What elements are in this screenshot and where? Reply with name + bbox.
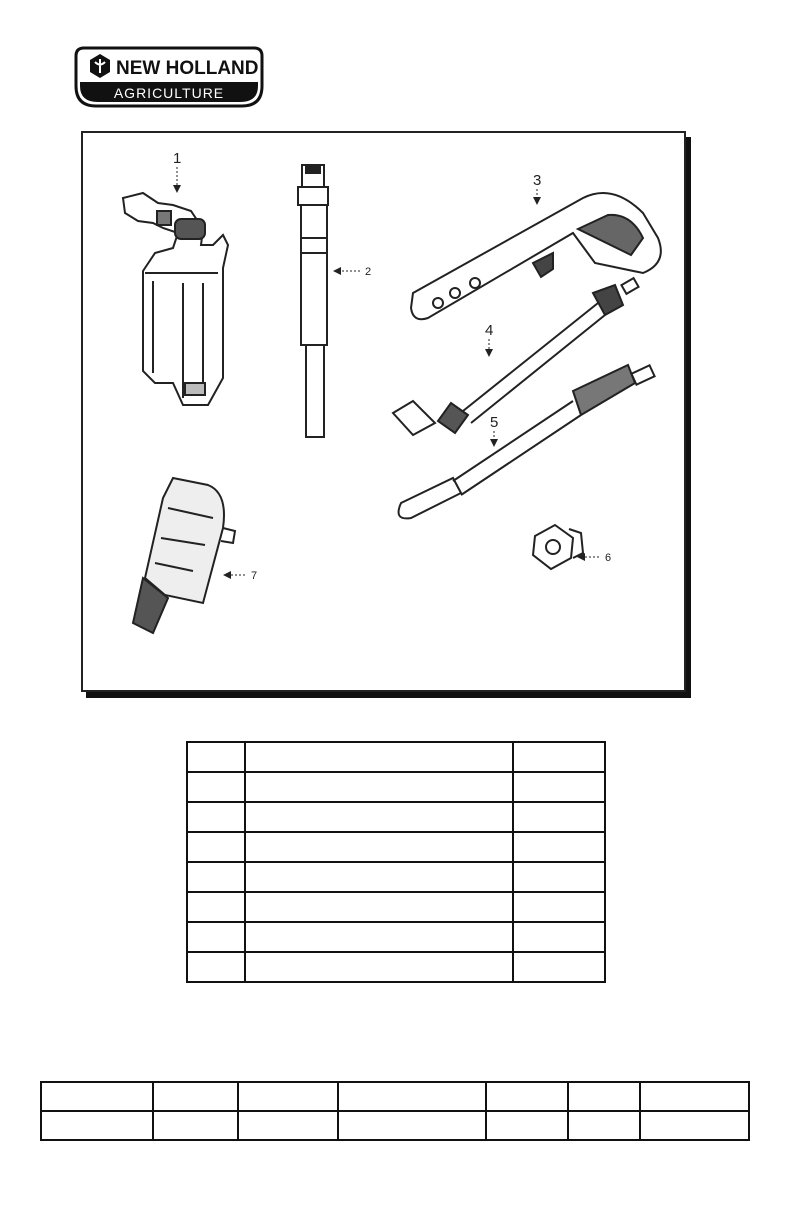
table-cell <box>187 892 245 922</box>
table-cell <box>238 1111 338 1140</box>
table-row <box>187 892 605 922</box>
accessories-figure <box>81 131 686 692</box>
table-cell <box>187 742 245 772</box>
table-cell <box>486 1111 568 1140</box>
callout-3: 3 <box>533 172 542 189</box>
part-7-fan-nozzle <box>133 478 235 633</box>
table-cell <box>245 772 513 802</box>
table-cell <box>513 802 605 832</box>
table-cell <box>245 952 513 982</box>
table-row <box>41 1082 749 1111</box>
logo-brand-text: NEW HOLLAND <box>116 58 259 79</box>
callout-4: 4 <box>485 322 494 339</box>
callout-2: 2 <box>365 266 372 278</box>
table-cell <box>187 802 245 832</box>
table-cell <box>568 1111 640 1140</box>
table-cell <box>187 952 245 982</box>
table-row <box>187 772 605 802</box>
part-5-turbo-lance <box>399 365 655 518</box>
table-row <box>187 832 605 862</box>
table-cell <box>338 1111 486 1140</box>
table-row <box>187 952 605 982</box>
parts-table <box>186 741 606 983</box>
table-cell <box>238 1082 338 1111</box>
table-cell <box>640 1082 749 1111</box>
table-cell <box>513 772 605 802</box>
table-cell <box>153 1111 238 1140</box>
logo-division-text: AGRICULTURE <box>113 85 225 101</box>
part-3-trigger-gun <box>411 193 661 319</box>
table-row <box>187 862 605 892</box>
table-cell <box>245 802 513 832</box>
table-row <box>41 1111 749 1140</box>
new-holland-logo <box>74 46 264 108</box>
table-cell <box>245 832 513 862</box>
table-cell <box>640 1111 749 1140</box>
table-row <box>187 742 605 772</box>
part-1-foam-bottle <box>123 193 228 405</box>
table-cell <box>513 862 605 892</box>
table-row <box>187 922 605 952</box>
table-cell <box>187 862 245 892</box>
part-4-variable-lance <box>393 278 639 435</box>
table-cell <box>245 742 513 772</box>
table-cell <box>41 1082 153 1111</box>
figure-callouts <box>173 150 611 582</box>
table-row <box>187 802 605 832</box>
table-cell <box>41 1111 153 1140</box>
table-cell <box>153 1082 238 1111</box>
table-cell <box>513 742 605 772</box>
table-cell <box>486 1082 568 1111</box>
table-cell <box>338 1082 486 1111</box>
callout-5: 5 <box>490 414 499 431</box>
table-cell <box>245 892 513 922</box>
callout-1: 1 <box>173 150 182 167</box>
table-cell <box>187 922 245 952</box>
table-cell <box>187 832 245 862</box>
callout-6: 6 <box>605 552 612 564</box>
table-cell <box>513 892 605 922</box>
table-cell <box>513 952 605 982</box>
spec-table <box>40 1081 750 1141</box>
table-cell <box>245 862 513 892</box>
table-cell <box>187 772 245 802</box>
table-cell <box>568 1082 640 1111</box>
callout-7: 7 <box>251 570 258 582</box>
part-2-extension-rod <box>298 165 328 437</box>
table-cell <box>513 922 605 952</box>
table-cell <box>513 832 605 862</box>
part-6-nut <box>533 525 583 569</box>
table-cell <box>245 922 513 952</box>
